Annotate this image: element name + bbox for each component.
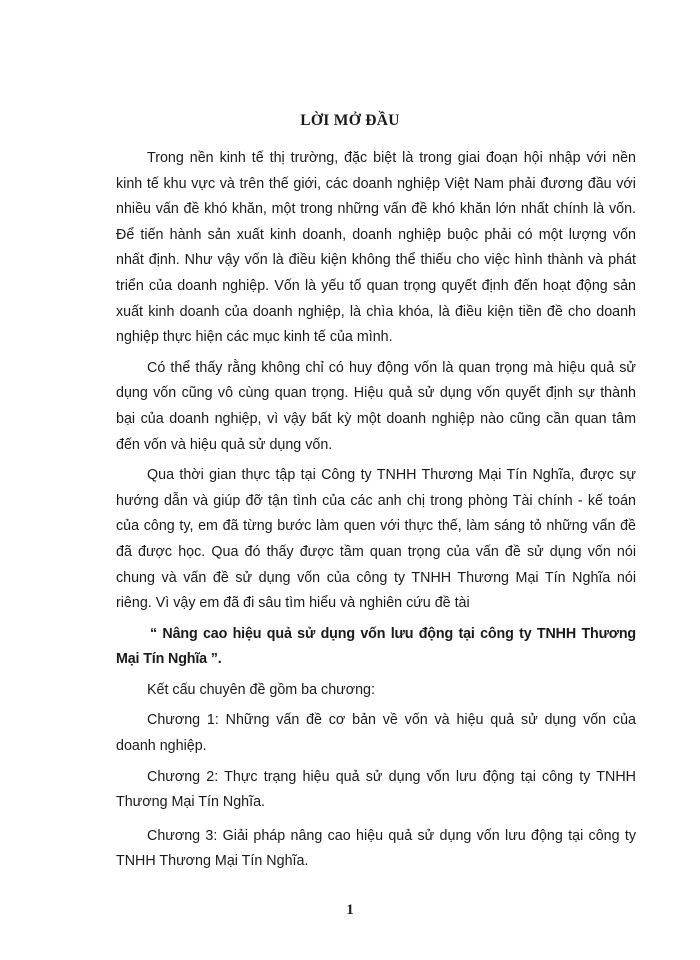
intro-paragraph-2: Có thể thấy rằng không chỉ có huy động vốn là quan trọng mà hiệu quả sử dụng vốn cũng vô cùng quan trọng. Hiệu quả sử dụng vốn quyết định sự thành bại của doanh nghiệp, vì vậy bất kỳ một doanh nghiệp nào cũng cần quan tâm đến vốn và hiệu quả sử dụng vốn. xyxy=(116,359,636,453)
chapter-1: Chương 1: Những vấn đề cơ bản về vốn và hiệu quả sử dụng vốn của doanh nghiệp. xyxy=(116,712,636,755)
document-body xyxy=(116,146,636,880)
intro-paragraph-1: Trong nền kinh tế thị trường, đặc biệt là trong giai đoạn hội nhập với nền kinh tế khu vực và trên thế giới, các doanh nghiệp Việt Nam phải đương đầu với nhiều vấn đề khó khăn, một trong những vấn đề khó khăn lớn nhất chính là vốn. Để tiến hành sản xuất kinh doanh, doanh nghiệp buộc phải có một lượng vốn nhất định. Như vậy vốn là điều kiện không thể thiếu cho việc hình thành và phát triển của doanh nghiệp. Vốn là yếu tố quan trọng quyết định đến hoạt động sản xuất kinh doanh của doanh nghiệp, là chìa khóa, là điều kiện tiền đề cho doanh nghiệp thực hiện các mục kinh tế của mình. xyxy=(116,150,636,346)
thesis-topic: “ Nâng cao hiệu quả sử dụng vốn lưu động tại công ty TNHH Thương Mại Tín Nghĩa ”. xyxy=(116,625,636,668)
chapter-2: Chương 2: Thực trạng hiệu quả sử dụng vốn lưu động tại công ty TNHH Thương Mại Tín Nghĩa. xyxy=(116,768,636,811)
page-number: 1 xyxy=(346,902,354,918)
intro-paragraph-3: Qua thời gian thực tập tại Công ty TNHH Thương Mại Tín Nghĩa, được sự hướng dẫn và giúp đỡ tận tình của các anh chị trong phòng Tài chính - kế toán của công ty, em đã từng bước làm quen với thực thế, làm sáng tỏ những vấn đề đã được học. Qua đó thấy được tầm quan trọng của vấn đề sử dụng vốn nói chung và vấn đề sử dụng vốn của công ty TNHH Thương Mại Tín Nghĩa nói riêng. Vì vậy em đã đi sâu tìm hiểu và nghiên cứu đề tài xyxy=(116,467,636,612)
structure-intro: Kết cấu chuyên đề gồm ba chương: xyxy=(147,681,375,698)
page-title: LỜI MỞ ĐẦU xyxy=(300,112,400,129)
chapter-3: Chương 3: Giải pháp nâng cao hiệu quả sử dụng vốn lưu động tại công ty TNHH Thương Mại Tín Nghĩa. xyxy=(116,827,636,870)
